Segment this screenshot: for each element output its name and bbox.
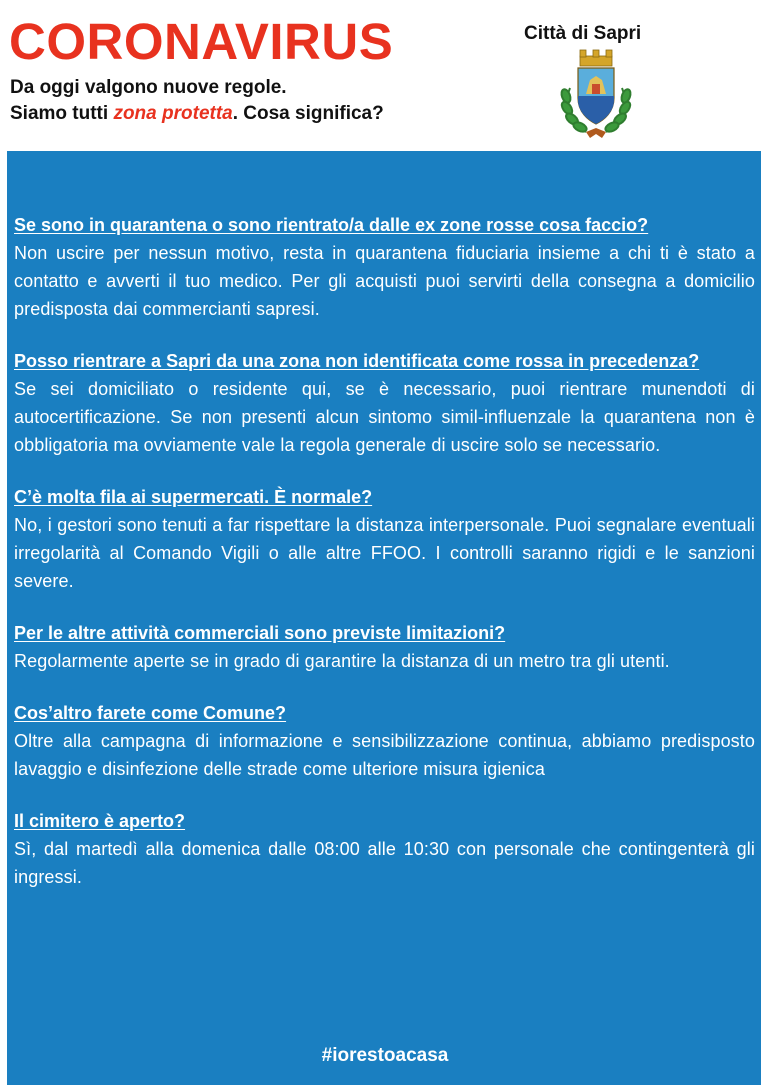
faq-answer: Non uscire per nessun motivo, resta in quarantena fiduciaria insieme a chi ti è stato a contatto e avverti il tuo medico. Per gli acquisti puoi servirti della consegna a domicilio predisposta dai commercianti sapresi. bbox=[14, 243, 755, 319]
subtitle-line-2 bbox=[10, 104, 384, 123]
faq-answer: Sì, dal martedì alla domenica dalle 08:00 alle 10:30 con personale che contingenterà gli ingressi. bbox=[14, 839, 755, 887]
faq-list bbox=[14, 211, 755, 915]
faq-answer: Se sei domiciliato o residente qui, se è necessario, puoi rientrare munendoti di autocertificazione. Se non presenti alcun sintomo simil-influenzale la quarantena non è obbligatoria ma ovviamente vale la regola generale di uscire solo se necessario. bbox=[14, 379, 755, 455]
faq-answer: No, i gestori sono tenuti a far rispettare la distanza interpersonale. Puoi segnalare eventuali irregolarità al Comando Vigili o alle altre FFOO. I controlli saranno rigidi e le sanzioni severe. bbox=[14, 515, 755, 591]
poster-header bbox=[0, 0, 770, 150]
subtitle-prefix: Siamo tutti bbox=[10, 103, 114, 124]
faq-item bbox=[14, 483, 755, 595]
poster-title: CORONAVIRUS bbox=[9, 13, 394, 70]
faq-answer: Regolarmente aperte se in grado di garantire la distanza di un metro tra gli utenti. bbox=[14, 651, 670, 671]
subtitle-suffix: . Cosa significa? bbox=[232, 103, 384, 124]
faq-question: Il cimitero è aperto? bbox=[14, 811, 186, 831]
faq-item bbox=[14, 619, 755, 675]
subtitle-line-1: Da oggi valgono nuove regole. bbox=[10, 77, 287, 98]
faq-item bbox=[14, 699, 755, 783]
faq-question: Se sono in quarantena o sono rientrato/a dalle ex zone rosse cosa faccio? bbox=[14, 215, 649, 235]
footer-hashtag: #iorestoacasa bbox=[321, 1045, 449, 1066]
faq-answer: Oltre alla campagna di informazione e sensibilizzazione continua, abbiamo predisposto lavaggio e disinfezione delle strade come ulteriore misura igienica bbox=[14, 731, 755, 779]
faq-question: Per le altre attività commerciali sono previste limitazioni? bbox=[14, 623, 506, 643]
city-crest-icon bbox=[556, 48, 636, 140]
faq-item bbox=[14, 807, 755, 891]
faq-question: Posso rientrare a Sapri da una zona non identificata come rossa in precedenza? bbox=[14, 351, 700, 371]
faq-question: Cos’altro farete come Comune? bbox=[14, 703, 287, 723]
faq-item bbox=[14, 347, 755, 459]
subtitle-highlight: zona protetta bbox=[113, 103, 233, 124]
city-name: Città di Sapri bbox=[524, 23, 642, 44]
faq-question: C’è molta fila ai supermercati. È normale? bbox=[14, 487, 373, 507]
faq-item bbox=[14, 211, 755, 323]
